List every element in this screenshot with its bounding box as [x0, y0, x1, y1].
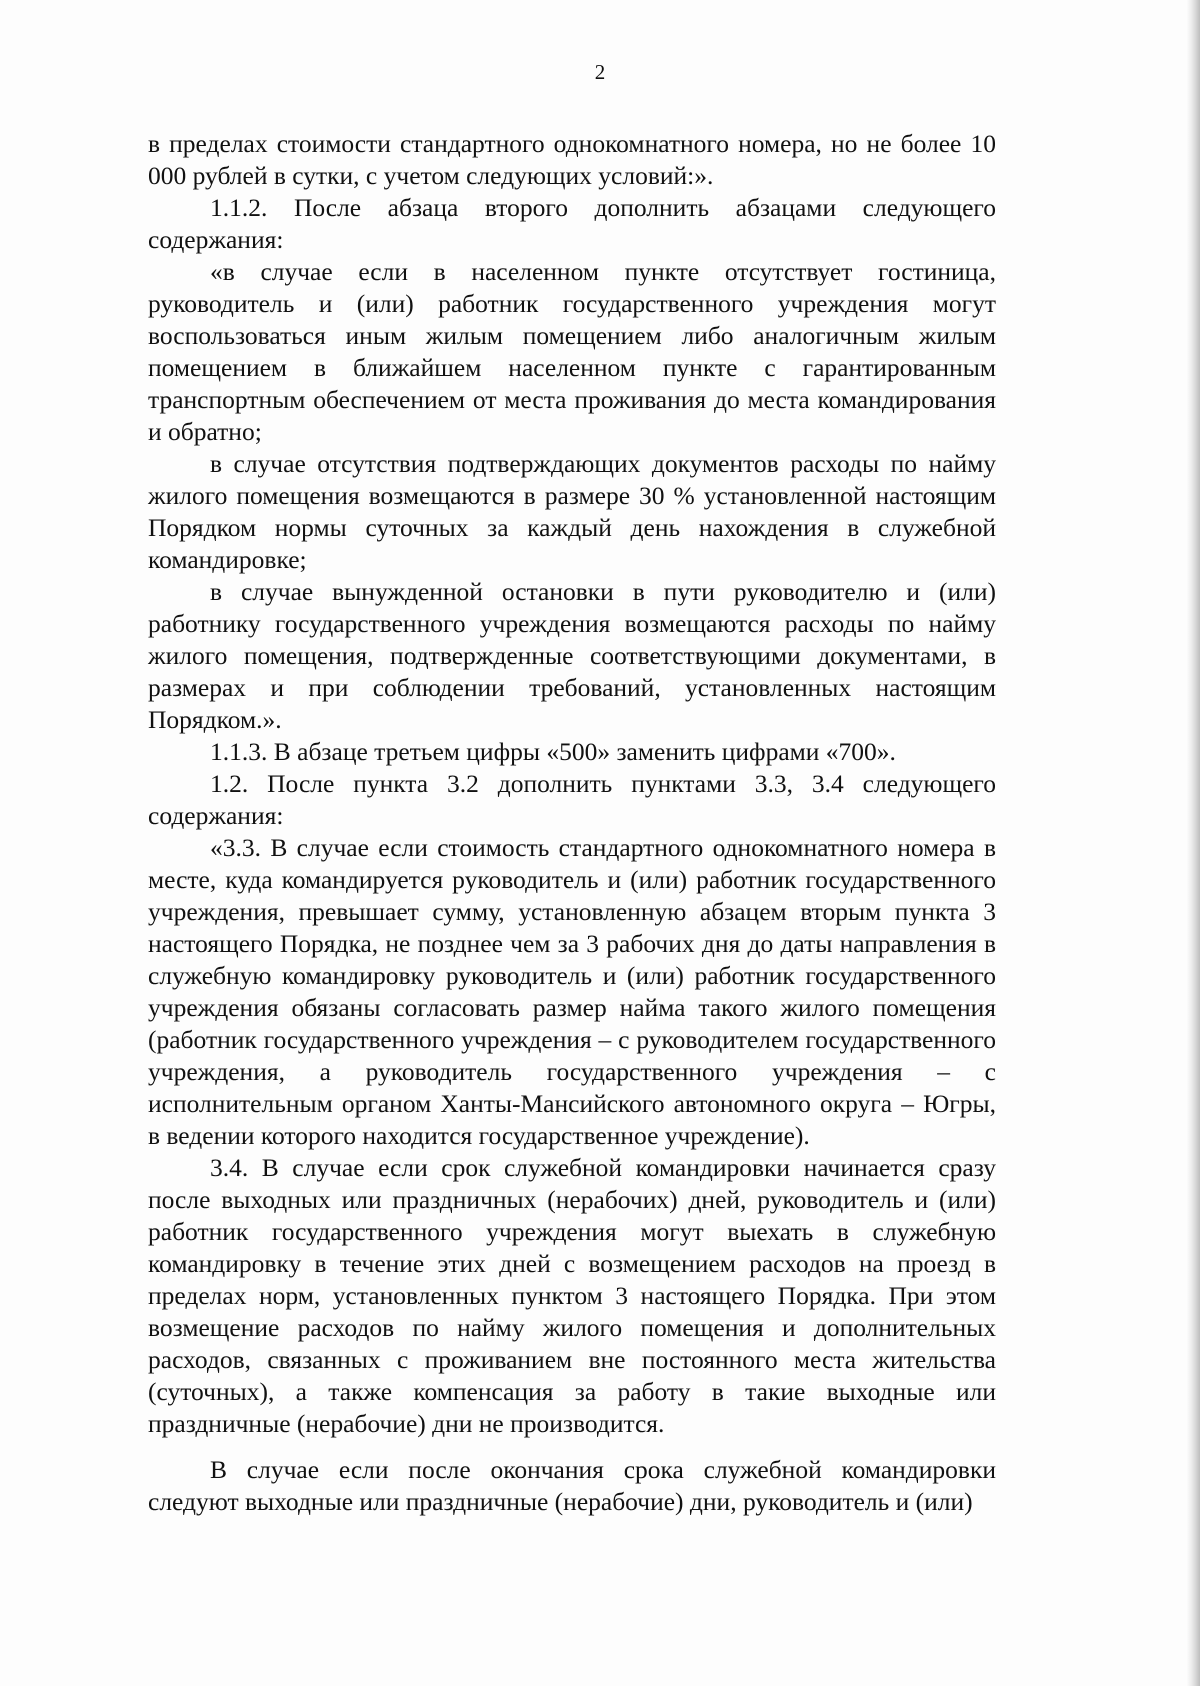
paragraph-continuation: в пределах стоимости стандартного однокомнатного номера, но не более 10 000 рублей в сутки, с учетом следующих условий:».: [148, 129, 996, 190]
paragraph-1-2: 1.2. После пункта 3.2 дополнить пунктами 3.3, 3.4 следующего содержания:: [148, 769, 996, 830]
document-body: [148, 128, 996, 1518]
paragraph-3-4: 3.4. В случае если срок служебной командировки начинается сразу после выходных или праздничных (нерабочих) дней, руководитель и (или) работник государственного учреждения могут выехать в служебную командировку в течение этих дней с возмещением расходов на проезд в пределах норм, установленных пунктом 3 настоящего Порядка. При этом возмещение расходов по найму жилого помещения и дополнительных расходов, связанных с проживанием вне постоянного места жительства (суточных), а также компенсация за работу в такие выходные или праздничные (нерабочие) дни не производится.: [148, 1153, 996, 1438]
paragraph-no-hotel: «в случае если в населенном пункте отсутствует гостиница, руководитель и (или) работник государственного учреждения могут воспользоваться иным жилым помещением либо аналогичным жилым помещением в ближайшем населенном пункте с гарантированным транспортным обеспечением от места проживания до места командирования и обратно;: [148, 257, 996, 446]
page-number: 2: [594, 60, 606, 84]
paragraph-after-trip: В случае если после окончания срока служебной командировки следуют выходные или праздничные (нерабочие) дни, руководитель и (или): [148, 1455, 996, 1516]
paragraph-no-documents: в случае отсутствия подтверждающих документов расходы по найму жилого помещения возмещаются в размере 30 % установленной настоящим Порядком нормы суточных за каждый день нахождения в служебной командировке;: [148, 449, 996, 574]
paragraph-1-1-3: 1.1.3. В абзаце третьем цифры «500» заменить цифрами «700».: [210, 737, 896, 766]
scan-edge: [1186, 0, 1200, 1686]
paragraph-1-1-2: 1.1.2. После абзаца второго дополнить абзацами следующего содержания:: [148, 193, 996, 254]
paragraph-forced-stop: в случае вынужденной остановки в пути руководителю и (или) работнику государственного учреждения возмещаются расходы по найму жилого помещения, подтвержденные соответствующими документами, в размерах и при соблюдении требований, установленных настоящим Порядком.».: [148, 577, 996, 734]
paragraph-3-3: «3.3. В случае если стоимость стандартного однокомнатного номера в месте, куда командируется руководитель и (или) работник государственного учреждения, превышает сумму, установленную абзацем вторым пункта 3 настоящего Порядка, не позднее чем за 3 рабочих дня до даты направления в служебную командировку руководитель и (или) работник государственного учреждения обязаны согласовать размер найма такого жилого помещения (работник государственного учреждения – с руководителем государственного учреждения, а руководитель государственного учреждения – с исполнительным органом Ханты-Мансийского автономного округа – Югры, в ведении которого находится государственное учреждение).: [148, 833, 996, 1150]
